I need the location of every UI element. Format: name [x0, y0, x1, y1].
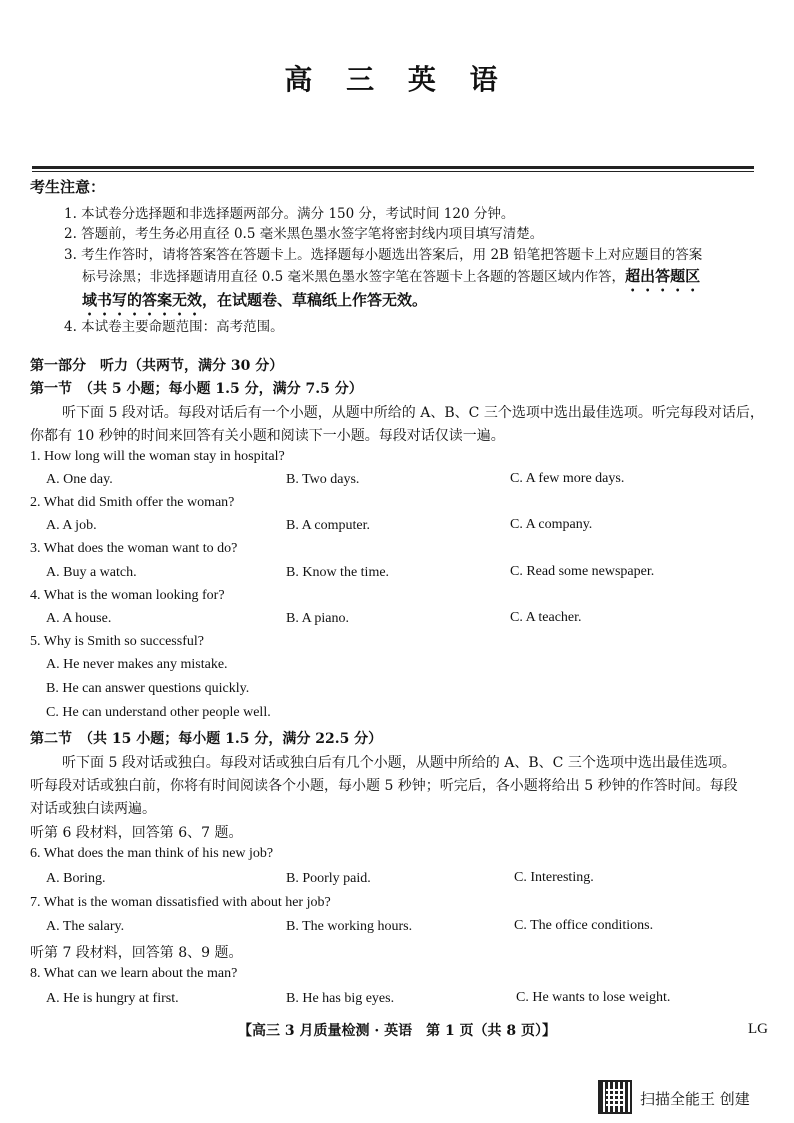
question-1-stem: 1. How long will the woman stay in hospital? — [30, 449, 285, 464]
section1-heading: 第一节 （共 5 小题；每小题 1.5 分，满分 7.5 分） — [30, 381, 363, 397]
question-7-option-c: C. The office conditions. — [514, 918, 654, 933]
notice-emphasis-1: 超出答题区 — [625, 267, 701, 285]
question-6-option-c: C. Interesting. — [514, 870, 594, 885]
question-8-option-c: C. He wants to lose weight. — [516, 990, 671, 1005]
material-6-instruction: 听第 6 段材料，回答第 6、7 题。 — [30, 825, 243, 841]
question-4-option-c: C. A teacher. — [510, 610, 582, 625]
question-3-stem: 3. What does the woman want to do? — [30, 541, 238, 556]
section2-heading: 第二节 （共 15 小题；每小题 1.5 分，满分 22.5 分） — [30, 731, 383, 747]
notice-heading: 考生注意： — [30, 178, 106, 196]
section1-intro-line2: 你都有 10 秒钟的时间来回答有关小题和阅读下一小题。每段对话仅读一遍。 — [30, 428, 505, 444]
notice-item-3b-text: 标号涂黑；非选择题请用直径 0.5 毫米黑色墨水签字笔在答题卡上各题的答题区域内作答， — [82, 269, 626, 285]
question-5-option-c: C. He can understand other people well. — [46, 705, 271, 720]
question-1-option-b: B. Two days. — [286, 472, 360, 487]
question-2-option-c: C. A company. — [510, 517, 593, 532]
section2-intro-line1: 听下面 5 段对话或独白。每段对话或独白后有几个小题，从题中所给的 A、B、C 三个选项中选出最佳选项。 — [62, 755, 736, 771]
material-7-instruction: 听第 7 段材料，回答第 8、9 题。 — [30, 945, 243, 961]
notice-item-2: 2. 答题前，考生务必用直径 0.5 毫米黑色墨水签字笔将密封线内项目填写清楚。 — [64, 226, 544, 242]
question-2-option-a: A. A job. — [46, 518, 97, 533]
question-6-stem: 6. What does the man think of his new job? — [30, 846, 274, 861]
question-3-option-b: B. Know the time. — [286, 565, 390, 580]
question-6-option-b: B. Poorly paid. — [286, 871, 371, 886]
question-1-option-a: A. One day. — [46, 472, 113, 487]
notice-item-4: 4. 本试卷主要命题范围：高考范围。 — [64, 319, 284, 335]
question-7-stem: 7. What is the woman dissatisfied with about her job? — [30, 895, 331, 910]
section2-intro-line3: 对话或独白读两遍。 — [30, 801, 156, 817]
question-5-option-a: A. He never makes any mistake. — [46, 657, 228, 672]
question-4-option-b: B. A piano. — [286, 611, 350, 626]
question-4-stem: 4. What is the woman looking for? — [30, 588, 225, 603]
section1-intro-line1: 听下面 5 段对话。每段对话后有一个小题，从题中所给的 A、B、C 三个选项中选出最佳选项。听完每段对话后， — [62, 405, 764, 421]
section2-intro-line2: 听每段对话或独白前，你将有时间阅读各个小题，每小题 5 秒钟；听完后，各小题将给出 5 秒钟的作答时间。每段 — [30, 778, 738, 794]
page-footer: 【高三 3 月质量检测 · 英语 第 1 页（共 8 页）】 — [237, 1023, 557, 1039]
question-8-stem: 8. What can we learn about the man? — [30, 966, 238, 981]
question-2-stem: 2. What did Smith offer the woman? — [30, 495, 235, 510]
question-1-option-c: C. A few more days. — [510, 471, 625, 486]
page-title: 高 三 英 语 — [284, 63, 510, 96]
notice-emphasis-3: ，在试题卷、草稿纸上作答无效。 — [202, 291, 428, 309]
question-7-option-a: A. The salary. — [46, 919, 125, 934]
question-7-option-b: B. The working hours. — [286, 919, 413, 934]
footer-code: LG — [748, 1021, 768, 1037]
part1-heading: 第一部分 听力（共两节，满分 30 分） — [30, 358, 284, 374]
question-5-stem: 5. Why is Smith so successful? — [30, 634, 204, 649]
question-5-option-b: B. He can answer questions quickly. — [46, 681, 250, 696]
question-3-option-c: C. Read some newspaper. — [510, 564, 655, 579]
question-6-option-a: A. Boring. — [46, 871, 106, 886]
notice-item-3a: 3. 考生作答时，请将答案答在答题卡上。选择题每小题选出答案后，用 2B 铅笔把答题卡上对应题目的答案 — [64, 247, 703, 263]
question-2-option-b: B. A computer. — [286, 518, 370, 533]
header-rule-thick — [32, 166, 754, 169]
question-8-option-b: B. He has big eyes. — [286, 991, 395, 1006]
question-3-option-a: A. Buy a watch. — [46, 565, 137, 580]
notice-item-1: 1. 本试卷分选择题和非选择题两部分。满分 150 分，考试时间 120 分钟。 — [64, 206, 515, 222]
qr-code-icon — [598, 1080, 632, 1114]
notice-emphasis-2: 域书写的答案无效 — [82, 291, 203, 309]
question-8-option-a: A. He is hungry at first. — [46, 991, 179, 1006]
question-4-option-a: A. A house. — [46, 611, 112, 626]
header-rule-thin — [32, 171, 754, 172]
scanner-watermark: 扫描全能王 创建 — [640, 1090, 750, 1108]
